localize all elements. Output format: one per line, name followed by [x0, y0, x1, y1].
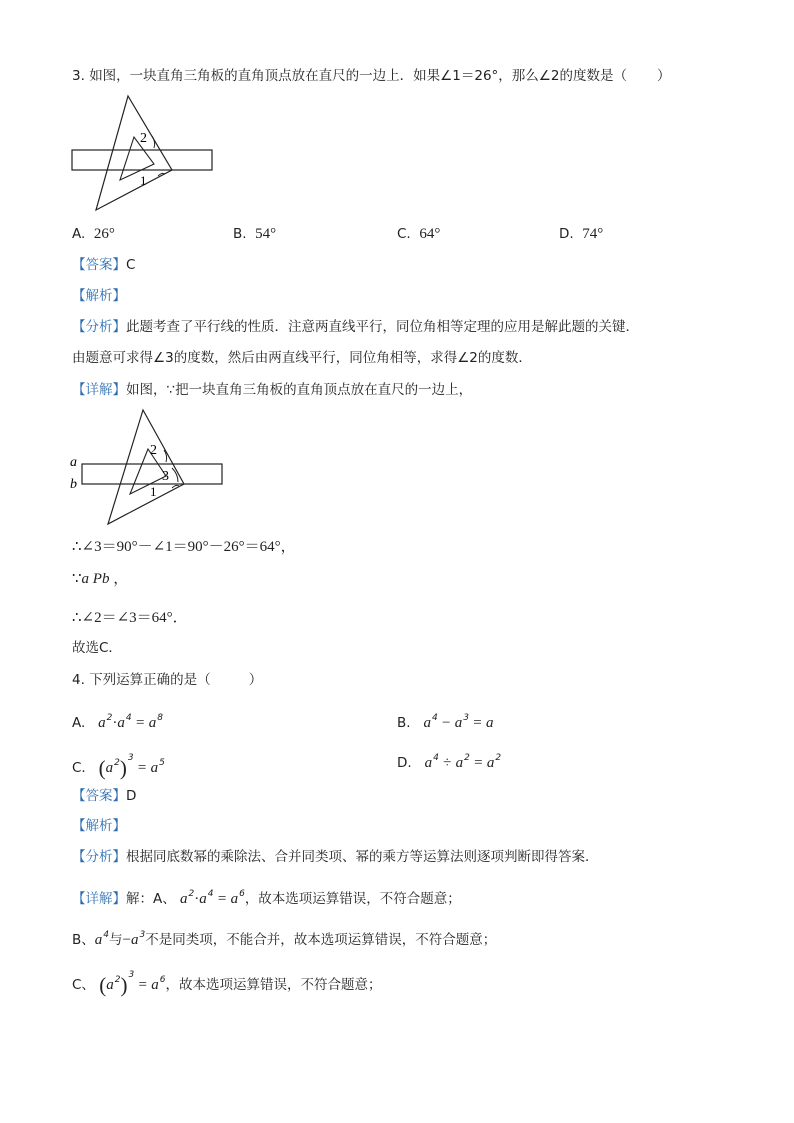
ruler: [82, 464, 222, 484]
math-base: a: [94, 932, 103, 948]
analysis-tag: 【解析】: [72, 818, 126, 834]
angle-2-label: 2: [140, 131, 147, 146]
q4-option-a[interactable]: [72, 708, 163, 733]
math-base: a: [486, 715, 494, 731]
math-exp: 4: [433, 753, 439, 763]
conclusion-text: 故选C．: [72, 640, 122, 656]
math-exp: 3: [127, 753, 134, 763]
detail-text: ，故本选项运算错误，不符合题意；: [244, 891, 461, 907]
xiangjie-tag: 【详解】: [72, 891, 126, 907]
q3-step-2: [72, 569, 128, 589]
triangle-inner: [120, 137, 154, 180]
answer-tag: 【答案】: [72, 788, 126, 804]
math-op: =: [138, 977, 147, 993]
option-letter: D.: [397, 755, 412, 771]
parallel-symbol: P: [92, 571, 102, 587]
q3-option-b[interactable]: [233, 224, 276, 244]
q4-answer: [72, 786, 136, 806]
detail-text: C、: [72, 977, 95, 993]
math-op: =: [135, 715, 145, 731]
option-value: 26°: [93, 226, 115, 242]
math-paren: ): [119, 756, 127, 780]
q4-option-c[interactable]: [72, 748, 165, 778]
q3-fenxi-2: [72, 348, 532, 368]
q3-solution-figure: [68, 406, 228, 528]
math-op: =: [217, 891, 227, 907]
q4-detail-c: [72, 965, 382, 995]
q4-fenxi-1: [72, 847, 599, 867]
q3-stem-text: 如图，一块直角三角板的直角顶点放在直尺的一边上．如果∠1＝26°，那么∠2的度数是（: [89, 68, 627, 84]
math-base: a: [150, 760, 159, 776]
step-text: ∴∠2＝∠3＝64°．: [72, 610, 188, 626]
detail-text: 解：A、: [126, 891, 176, 907]
line-b-label: b: [70, 477, 77, 492]
line-a: a: [81, 571, 90, 587]
math-exp: 2: [106, 713, 113, 723]
fenxi-tag: 【分析】: [72, 849, 126, 865]
fenxi-text: 根据同底数幂的乘除法、合并同类项、幂的乘方等运算法则逐项判断即得答案．: [126, 849, 599, 865]
q3-fenxi-1: [72, 317, 639, 337]
option-letter: D.: [559, 226, 574, 242]
q3-step-3: [72, 608, 188, 628]
math-base: a: [180, 891, 188, 907]
detail-text: 不是同类项，不能合并，故本选项运算错误，不符合题意；: [145, 932, 497, 948]
math-exp: 4: [431, 713, 438, 723]
math-exp: 8: [157, 713, 163, 723]
ruler: [72, 150, 212, 170]
line-b: b: [101, 571, 110, 587]
option-letter: A.: [72, 715, 86, 731]
q3-stem: [72, 66, 671, 86]
triangle-inner: [130, 449, 166, 494]
q4-stem: [72, 670, 262, 690]
math-exp: 4: [207, 889, 214, 899]
q4-option-d[interactable]: [397, 748, 501, 773]
math-base: a: [423, 715, 431, 731]
math-exp: 6: [159, 975, 166, 985]
math-op: ·: [112, 715, 118, 731]
option-letter: C.: [397, 226, 411, 242]
q4-stem-close: ）: [248, 672, 263, 688]
fenxi-tag: 【分析】: [72, 319, 126, 335]
math-base: a: [148, 715, 157, 731]
option-letter: C.: [72, 760, 86, 776]
triangle-outer: [108, 410, 184, 524]
math-exp: 3: [128, 970, 135, 980]
q4-detail-b: [72, 925, 496, 950]
math-exp: 5: [159, 758, 165, 768]
fenxi-text: 由题意可求得∠3的度数，然后由两直线平行，同位角相等，求得∠2的度数．: [72, 350, 532, 366]
q4-analysis-tag: [72, 816, 126, 836]
angle-1-label: 1: [140, 173, 147, 188]
math-base: a: [130, 932, 139, 948]
fenxi-text: 此题考查了平行线的性质．注意两直线平行，同位角相等定理的应用是解此题的关键．: [126, 319, 639, 335]
math-op: =: [474, 755, 483, 771]
angle-3-label: 3: [162, 469, 169, 484]
detail-text: B、: [72, 932, 95, 948]
option-value: 64°: [419, 226, 441, 242]
option-letter: A.: [72, 226, 86, 242]
line-a-label: a: [70, 455, 77, 470]
q3-option-d[interactable]: [559, 224, 603, 244]
step-text: ∴∠3＝90°－∠1＝90°－26°＝64°，: [72, 539, 296, 555]
q3-number: 3.: [72, 68, 85, 84]
math-exp: 3: [139, 930, 146, 940]
math-base: a: [117, 715, 125, 731]
math-base: a: [454, 715, 463, 731]
angle-1-label: 1: [150, 484, 157, 499]
q3-figure: [68, 92, 218, 214]
angle-2-label: 2: [150, 443, 157, 458]
q3-analysis-tag: [72, 286, 126, 306]
q3-step-1: [72, 537, 296, 557]
q3-option-c[interactable]: [397, 224, 440, 244]
math-base: a: [455, 755, 464, 771]
math-base: a: [98, 715, 106, 731]
detail-text: 与: [109, 932, 123, 948]
math-op: −: [441, 715, 451, 731]
detail-text: ，故本选项运算错误，不符合题意；: [165, 977, 382, 993]
math-base: a: [486, 755, 495, 771]
math-exp: 6: [239, 889, 245, 899]
q4-number: 4.: [72, 672, 85, 688]
answer-tag: 【答案】: [72, 257, 126, 273]
math-exp: 3: [463, 713, 469, 723]
math-base: a: [105, 760, 114, 776]
q3-option-a[interactable]: [72, 224, 115, 244]
math-base: a: [424, 755, 433, 771]
q3-stem-close: ）: [657, 68, 671, 84]
math-exp: 2: [114, 758, 120, 768]
math-op: =: [473, 715, 482, 731]
math-base: a: [106, 977, 114, 993]
q4-option-b[interactable]: [397, 708, 494, 733]
math-exp: 4: [103, 930, 109, 940]
comma: ，: [113, 571, 129, 587]
because-symbol: ∵: [72, 571, 82, 587]
q3-answer: [72, 255, 135, 275]
math-base: a: [230, 891, 239, 907]
math-paren: ): [120, 973, 128, 997]
analysis-tag: 【解析】: [72, 288, 126, 304]
math-exp: 2: [114, 975, 121, 985]
option-value: 54°: [255, 226, 277, 242]
math-paren: (: [99, 973, 107, 997]
q4-stem-text: 下列运算正确的是（: [89, 672, 211, 688]
math-exp: 2: [495, 753, 502, 763]
q3-xiangjie: [72, 380, 472, 400]
triangle-outer: [96, 96, 172, 210]
math-op: ·: [194, 891, 200, 907]
math-op: ÷: [443, 755, 452, 771]
math-op: −: [122, 932, 131, 948]
answer-value: D: [126, 788, 137, 804]
math-exp: 2: [188, 889, 195, 899]
xiangjie-tag: 【详解】: [72, 382, 126, 398]
math-base: a: [151, 977, 159, 993]
xiangjie-text: 如图，∵把一块直角三角板的直角顶点放在直尺的一边上，: [126, 382, 473, 398]
answer-value: C: [126, 257, 136, 273]
math-paren: (: [98, 756, 106, 780]
angle-3-arc: [172, 468, 178, 482]
math-exp: 2: [464, 753, 470, 763]
math-exp: 4: [125, 713, 132, 723]
option-letter: B.: [233, 226, 247, 242]
math-op: =: [137, 760, 147, 776]
math-base: a: [199, 891, 207, 907]
option-value: 74°: [582, 226, 604, 242]
option-letter: B.: [397, 715, 411, 731]
q3-conclusion: [72, 638, 122, 658]
q4-detail-a: [72, 884, 461, 909]
